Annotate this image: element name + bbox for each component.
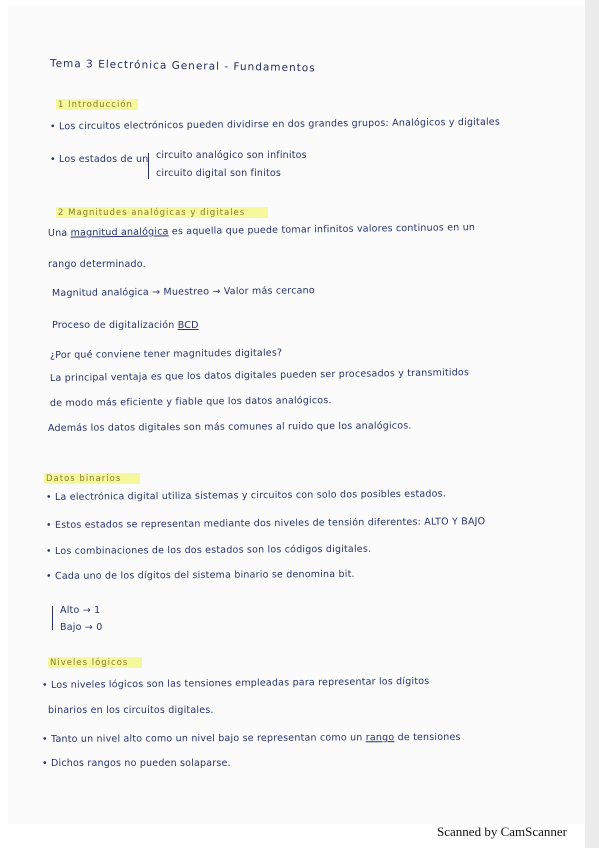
magnitudes-paragraph-2: Magnitud analógica → Muestreo → Valor más cercano (51, 285, 315, 299)
niveles-bullet-2 (42, 732, 461, 745)
magnitudes-question: ¿Por qué conviene tener magnitudes digitales? (49, 347, 283, 361)
brace (52, 606, 59, 630)
datos-bullet-1: • La electrónica digital utiliza sistemas y circuitos con solo dos posibles estados. (45, 488, 447, 503)
magnitudes-paragraph-1-line-2: rango determinado. (48, 259, 146, 270)
section-heading-magnitudes: 2 Magnitudes analógicas y digitales (58, 208, 246, 218)
datos-bajo: Bajo → 0 (60, 622, 103, 633)
underlined-term: rango (365, 732, 395, 744)
intro-line-2-prefix: • Los estados de un (50, 154, 149, 165)
text: es aquella que puede tomar infinitos valores continuos en un (171, 222, 476, 238)
niveles-bullet-1-line-2: binarios en los circuitos digitales. (48, 705, 214, 716)
magnitudes-answer-line-3: Además los datos digitales son más comunes al ruido que los analógicos. (47, 420, 412, 434)
text: • Tanto un nivel alto como un nivel bajo se representan como un (41, 732, 363, 745)
magnitudes-paragraph-3 (52, 320, 199, 331)
intro-line-2-b: circuito digital son finitos (156, 168, 282, 179)
text: Proceso de digitalización (52, 320, 175, 331)
intro-line-1: • Los circuitos electrónicos pueden dividirse en dos grandes grupos: Analógicos y digitales (49, 116, 501, 133)
section-heading-datos: Datos binarios (46, 474, 122, 484)
brace (148, 153, 155, 179)
niveles-bullet-3: • Dichos rangos no pueden solaparse. (42, 758, 231, 769)
datos-alto: Alto → 1 (60, 605, 101, 616)
page-title: Tema 3 Electrónica General - Fundamentos (49, 57, 316, 75)
text: Una (47, 227, 68, 239)
niveles-bullet-1-line-1: • Los niveles lógicos son las tensiones empleadas para representar los dígitos (41, 675, 430, 691)
datos-bullet-4: • Cada uno de los dígitos del sistema binario se denomina bit. (45, 568, 355, 582)
magnitudes-answer-line-1: La principal ventaja es que los datos digitales pueden ser procesados y transmitidos (49, 367, 470, 384)
datos-bullet-2: • Estos estados se representan mediante dos niveles de tensión diferentes: ALTO Y BAJO (45, 516, 486, 531)
text: de tensiones (397, 731, 461, 744)
underlined-term: BCD (177, 320, 199, 331)
intro-line-2-a: circuito analógico son infinitos (156, 150, 307, 161)
scanner-watermark: Scanned by CamScanner (437, 824, 567, 839)
section-heading-niveles: Niveles lógicos (50, 658, 129, 668)
datos-bullet-3: • Los combinaciones de los dos estados son los códigos digitales. (45, 543, 372, 557)
scan-edge (585, 0, 599, 848)
section-heading-intro: 1 Introducción (58, 100, 133, 110)
magnitudes-answer-line-2: de modo más eficiente y fiable que los datos analógicos. (49, 395, 332, 409)
underlined-term: magnitud analógica (70, 226, 169, 239)
